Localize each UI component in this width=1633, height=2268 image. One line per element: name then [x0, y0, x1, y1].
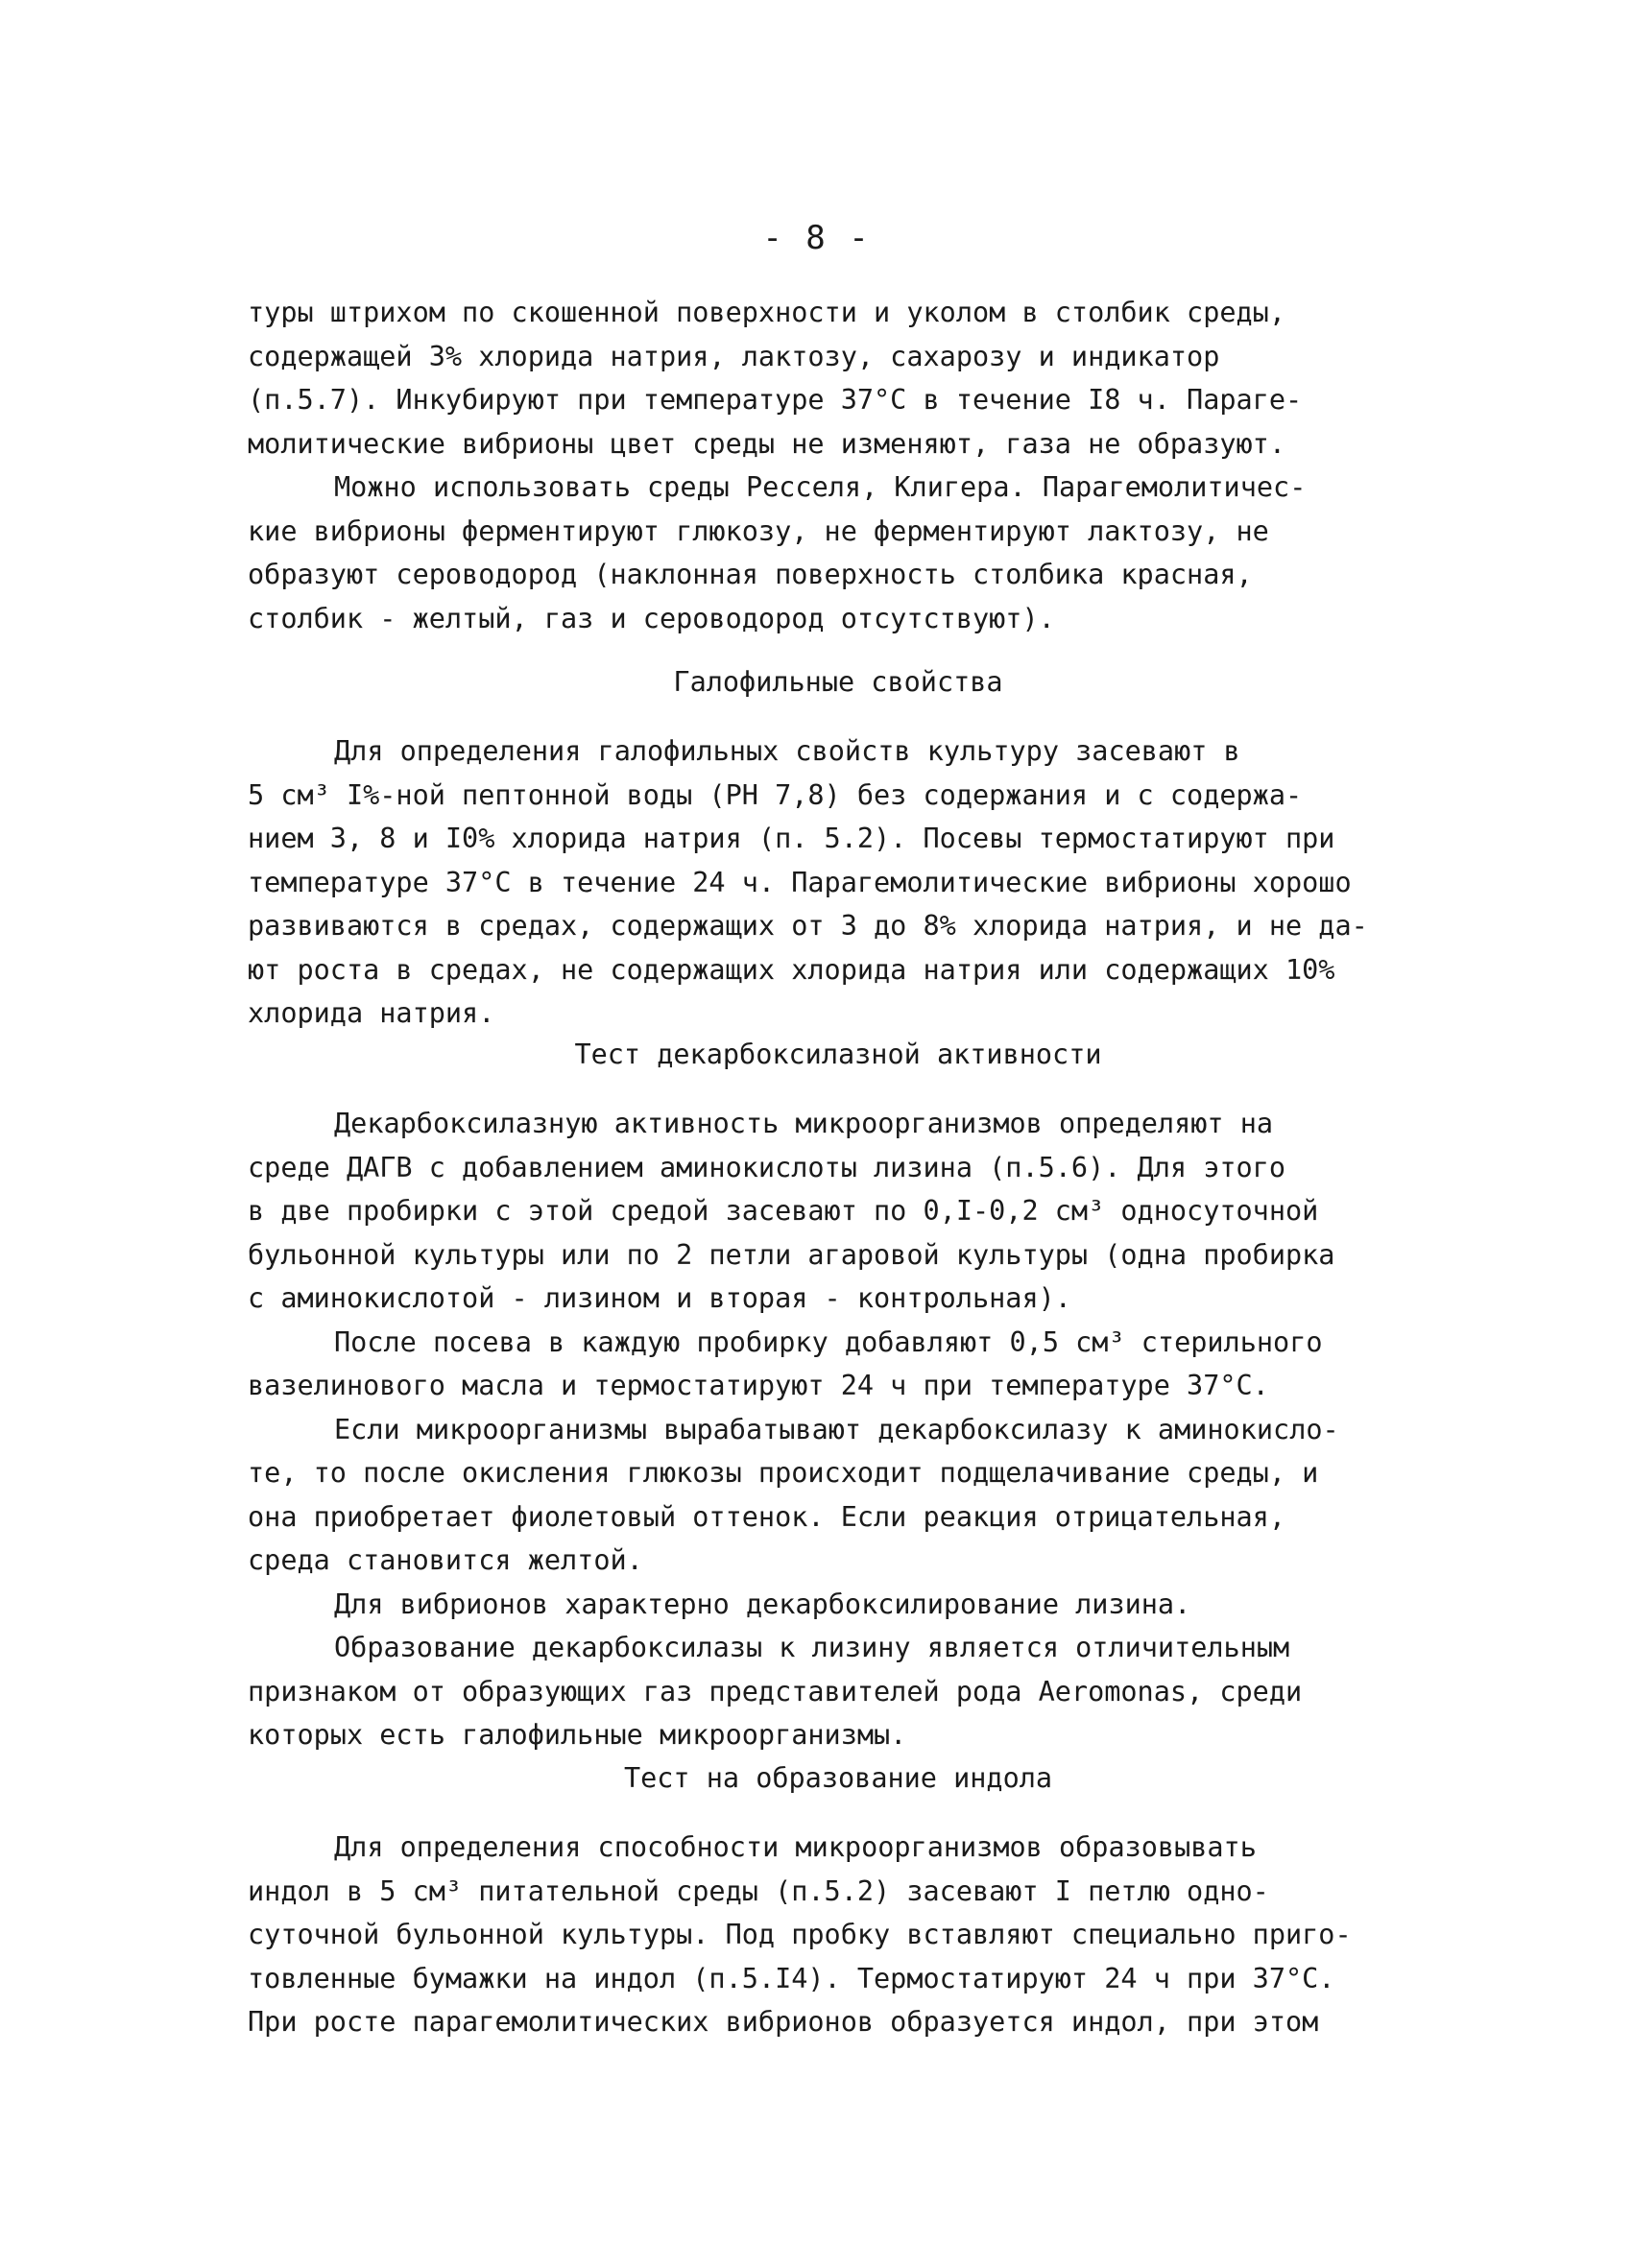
- text-line: Для вибрионов характерно декарбоксилирование лизина.: [334, 1588, 1191, 1620]
- text-line: Можно использовать среды Ресселя, Клигера. Парагемолитичес-: [334, 471, 1307, 503]
- text-line: в две пробирки с этой средой засевают по 0,I-0,2 см³ односуточной: [248, 1195, 1319, 1227]
- text-line: она приобретает фиолетовый оттенок. Если реакция отрицательная,: [248, 1500, 1285, 1533]
- text-line: индол в 5 см³ питательной среды (п.5.2) засевают I петлю одно-: [248, 1874, 1269, 1907]
- paragraph-block-4: [248, 1826, 1429, 2044]
- section-heading-decarboxylase: Тест декарбоксилазной активности: [574, 1039, 1102, 1070]
- text-line: среде ДАГВ с добавлением аминокислоты лизина (п.5.6). Для этого: [248, 1151, 1285, 1183]
- text-line: с аминокислотой - лизином и вторая - контрольная).: [248, 1282, 1071, 1314]
- text-line: хлорида натрия.: [248, 997, 495, 1029]
- text-line: 5 см³ I%-ной пептонной воды (PH 7,8) без содержания и с содержа-: [248, 778, 1303, 811]
- text-line: При росте парагемолитических вибрионов образуется индол, при этом: [248, 2006, 1319, 2038]
- text-line: Декарбоксилазную активность микроорганизмов определяют на: [334, 1108, 1274, 1139]
- text-line: ют роста в средах, не содержащих хлорида натрия или содержащих 10%: [248, 953, 1335, 986]
- text-line: молитические вибрионы цвет среды не изменяют, газа не образуют.: [248, 427, 1285, 460]
- text-line: После посева в каждую пробирку добавляют 0,5 см³ стерильного: [334, 1325, 1323, 1358]
- text-line: среда становится желтой.: [248, 1544, 643, 1576]
- text-line: (п.5.7). Инкубируют при температуре 37°С в течение I8 ч. Параге-: [248, 384, 1303, 416]
- text-line: содержащей 3% хлорида натрия, лактозу, сахарозу и индикатор: [248, 340, 1220, 372]
- paragraph-block-2: [248, 729, 1429, 1036]
- text-line: бульонной культуры или по 2 петли агаровой культуры (одна пробирка: [248, 1238, 1335, 1271]
- text-line: Для определения способности микроорганизмов образовывать: [334, 1831, 1257, 1863]
- paragraph-block-1: [248, 291, 1429, 640]
- text-line: Для определения галофильных свойств культуру засевают в: [334, 735, 1240, 767]
- text-line: вазелинового масла и термостатируют 24 ч при температуре 37°С.: [248, 1370, 1269, 1401]
- paragraph-block-3: [248, 1102, 1429, 1757]
- text-line: суточной бульонной культуры. Под пробку вставляют специально приго-: [248, 1919, 1352, 1950]
- section-heading-halophilic: Галофильные свойства: [673, 666, 1003, 698]
- text-line: Образование декарбоксилазы к лизину является отличительным: [334, 1632, 1290, 1663]
- text-line: те, то после окисления глюкозы происходит подщелачивание среды, и: [248, 1457, 1319, 1489]
- text-line: Если микроорганизмы вырабатывают декарбоксилазу к аминокисло-: [334, 1413, 1339, 1445]
- text-line: которых есть галофильные микроорганизмы.: [248, 1719, 907, 1751]
- text-line: нием 3, 8 и I0% хлорида натрия (п. 5.2). Посевы термостатируют при: [248, 823, 1335, 854]
- text-line: температуре 37°С в течение 24 ч. Парагемолитические вибрионы хорошо: [248, 866, 1352, 898]
- text-line: кие вибрионы ферментируют глюкозу, не ферментируют лактозу, не: [248, 514, 1269, 547]
- text-line: товленные бумажки на индол (п.5.I4). Термостатируют 24 ч при 37°С.: [248, 1962, 1335, 1994]
- text-line: образуют сероводород (наклонная поверхность столбика красная,: [248, 559, 1253, 590]
- text-line: развиваются в средах, содержащих от 3 до 8% хлорида натрия, и не да-: [248, 910, 1368, 942]
- text-line: туры штрихом по скошенной поверхности и уколом в столбик среды,: [248, 297, 1285, 328]
- text-line: столбик - желтый, газ и сероводород отсутствуют).: [248, 602, 1055, 634]
- section-heading-indole: Тест на образование индола: [623, 1762, 1053, 1794]
- text-line: признаком от образующих газ представителей рода Aeromonas, среди: [248, 1675, 1303, 1707]
- page-number: - 8 -: [762, 219, 871, 257]
